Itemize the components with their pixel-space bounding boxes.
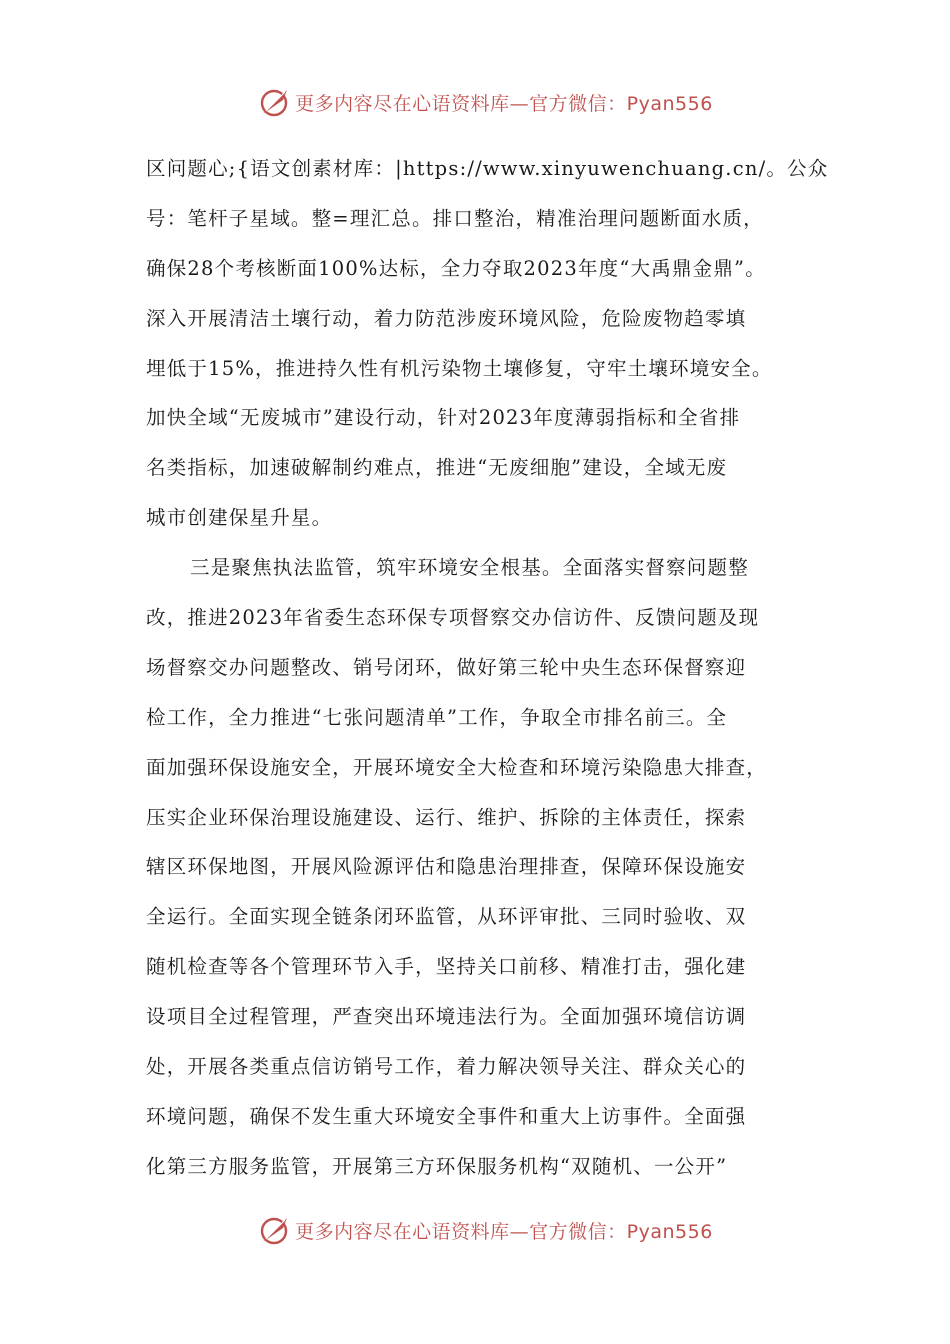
text-line-5: 埋低于15%，推进持久性有机污染物土壤修复，守牢土壤环境安全。 xyxy=(146,356,773,380)
header-wechat-id: Pyan556 xyxy=(626,92,713,115)
quill-logo-icon xyxy=(257,1212,293,1248)
text-line-14: 压实企业环保治理设施建设、运行、维护、拆除的主体责任，探索 xyxy=(146,805,747,829)
header-banner-label: 更多内容尽在心语资料库—官方微信： xyxy=(295,92,627,115)
text-line-17: 随机检查等各个管理环节入手，坚持关口前移、精准打击，强化建 xyxy=(146,955,747,979)
text-line-18: 设项目全过程管理，严查突出环境违法行为。全面加强环境信访调 xyxy=(146,1005,747,1029)
text-line-16: 全运行。全面实现全链条闭环监管，从环评审批、三同时验收、双 xyxy=(146,905,747,929)
quill-logo-icon xyxy=(257,84,293,120)
footer-banner xyxy=(0,1208,950,1252)
text-line-10: 改，推进2023年省委生态环保专项督察交办信访件、反馈问题及现 xyxy=(146,606,760,630)
text-line-21: 化第三方服务监管，开展第三方环保服务机构“双随机、一公开” xyxy=(146,1154,728,1178)
text-line-6: 加快全域“无废城市”建设行动，针对2023年度薄弱指标和全省排 xyxy=(146,406,741,430)
text-line-19: 处，开展各类重点信访销号工作，着力解决领导关注、群众关心的 xyxy=(146,1055,747,1079)
text-line-11: 场督察交办问题整改、销号闭环，做好第三轮中央生态环保督察迎 xyxy=(146,655,747,679)
footer-banner-inner xyxy=(257,1212,713,1248)
text-line-8: 城市创建保星升星。 xyxy=(146,506,333,530)
text-line-9: 三是聚焦执法监管，筑牢环境安全根基。全面落实督察问题整 xyxy=(190,556,749,580)
text-line-2: 号：笔杆子星域。整=理汇总。排口整治，精准治理问题断面水质， xyxy=(146,206,764,230)
text-line-7: 名类指标，加速破解制约难点，推进“无废细胞”建设，全域无废 xyxy=(146,456,728,480)
header-banner-text xyxy=(295,89,713,116)
footer-banner-label: 更多内容尽在心语资料库—官方微信： xyxy=(295,1220,627,1243)
text-line-20: 环境问题，确保不发生重大环境安全事件和重大上访事件。全面强 xyxy=(146,1104,747,1128)
text-line-12: 检工作，全力推进“七张问题清单”工作，争取全市排名前三。全 xyxy=(146,705,728,729)
footer-wechat-id: Pyan556 xyxy=(626,1220,713,1243)
text-line-4: 深入开展清洁土壤行动，着力防范涉废环境风险，危险废物趋零填 xyxy=(146,306,747,330)
text-line-13: 面加强环保设施安全，开展环境安全大检查和环境污染隐患大排查， xyxy=(146,755,768,779)
text-line-15: 辖区环保地图，开展风险源评估和隐患治理排查，保障环保设施安 xyxy=(146,855,747,879)
text-line-1: 区问题心;{语文创素材库：|https://www.xinyuwenchuang.cn/。公众 xyxy=(146,157,829,180)
document-body xyxy=(146,144,829,1192)
text-line-3: 确保28个考核断面100%达标，全力夺取2023年度“大禹鼎金鼎”。 xyxy=(146,256,766,280)
footer-banner-text xyxy=(295,1217,713,1244)
header-banner xyxy=(0,80,950,124)
header-banner-inner xyxy=(257,84,713,120)
